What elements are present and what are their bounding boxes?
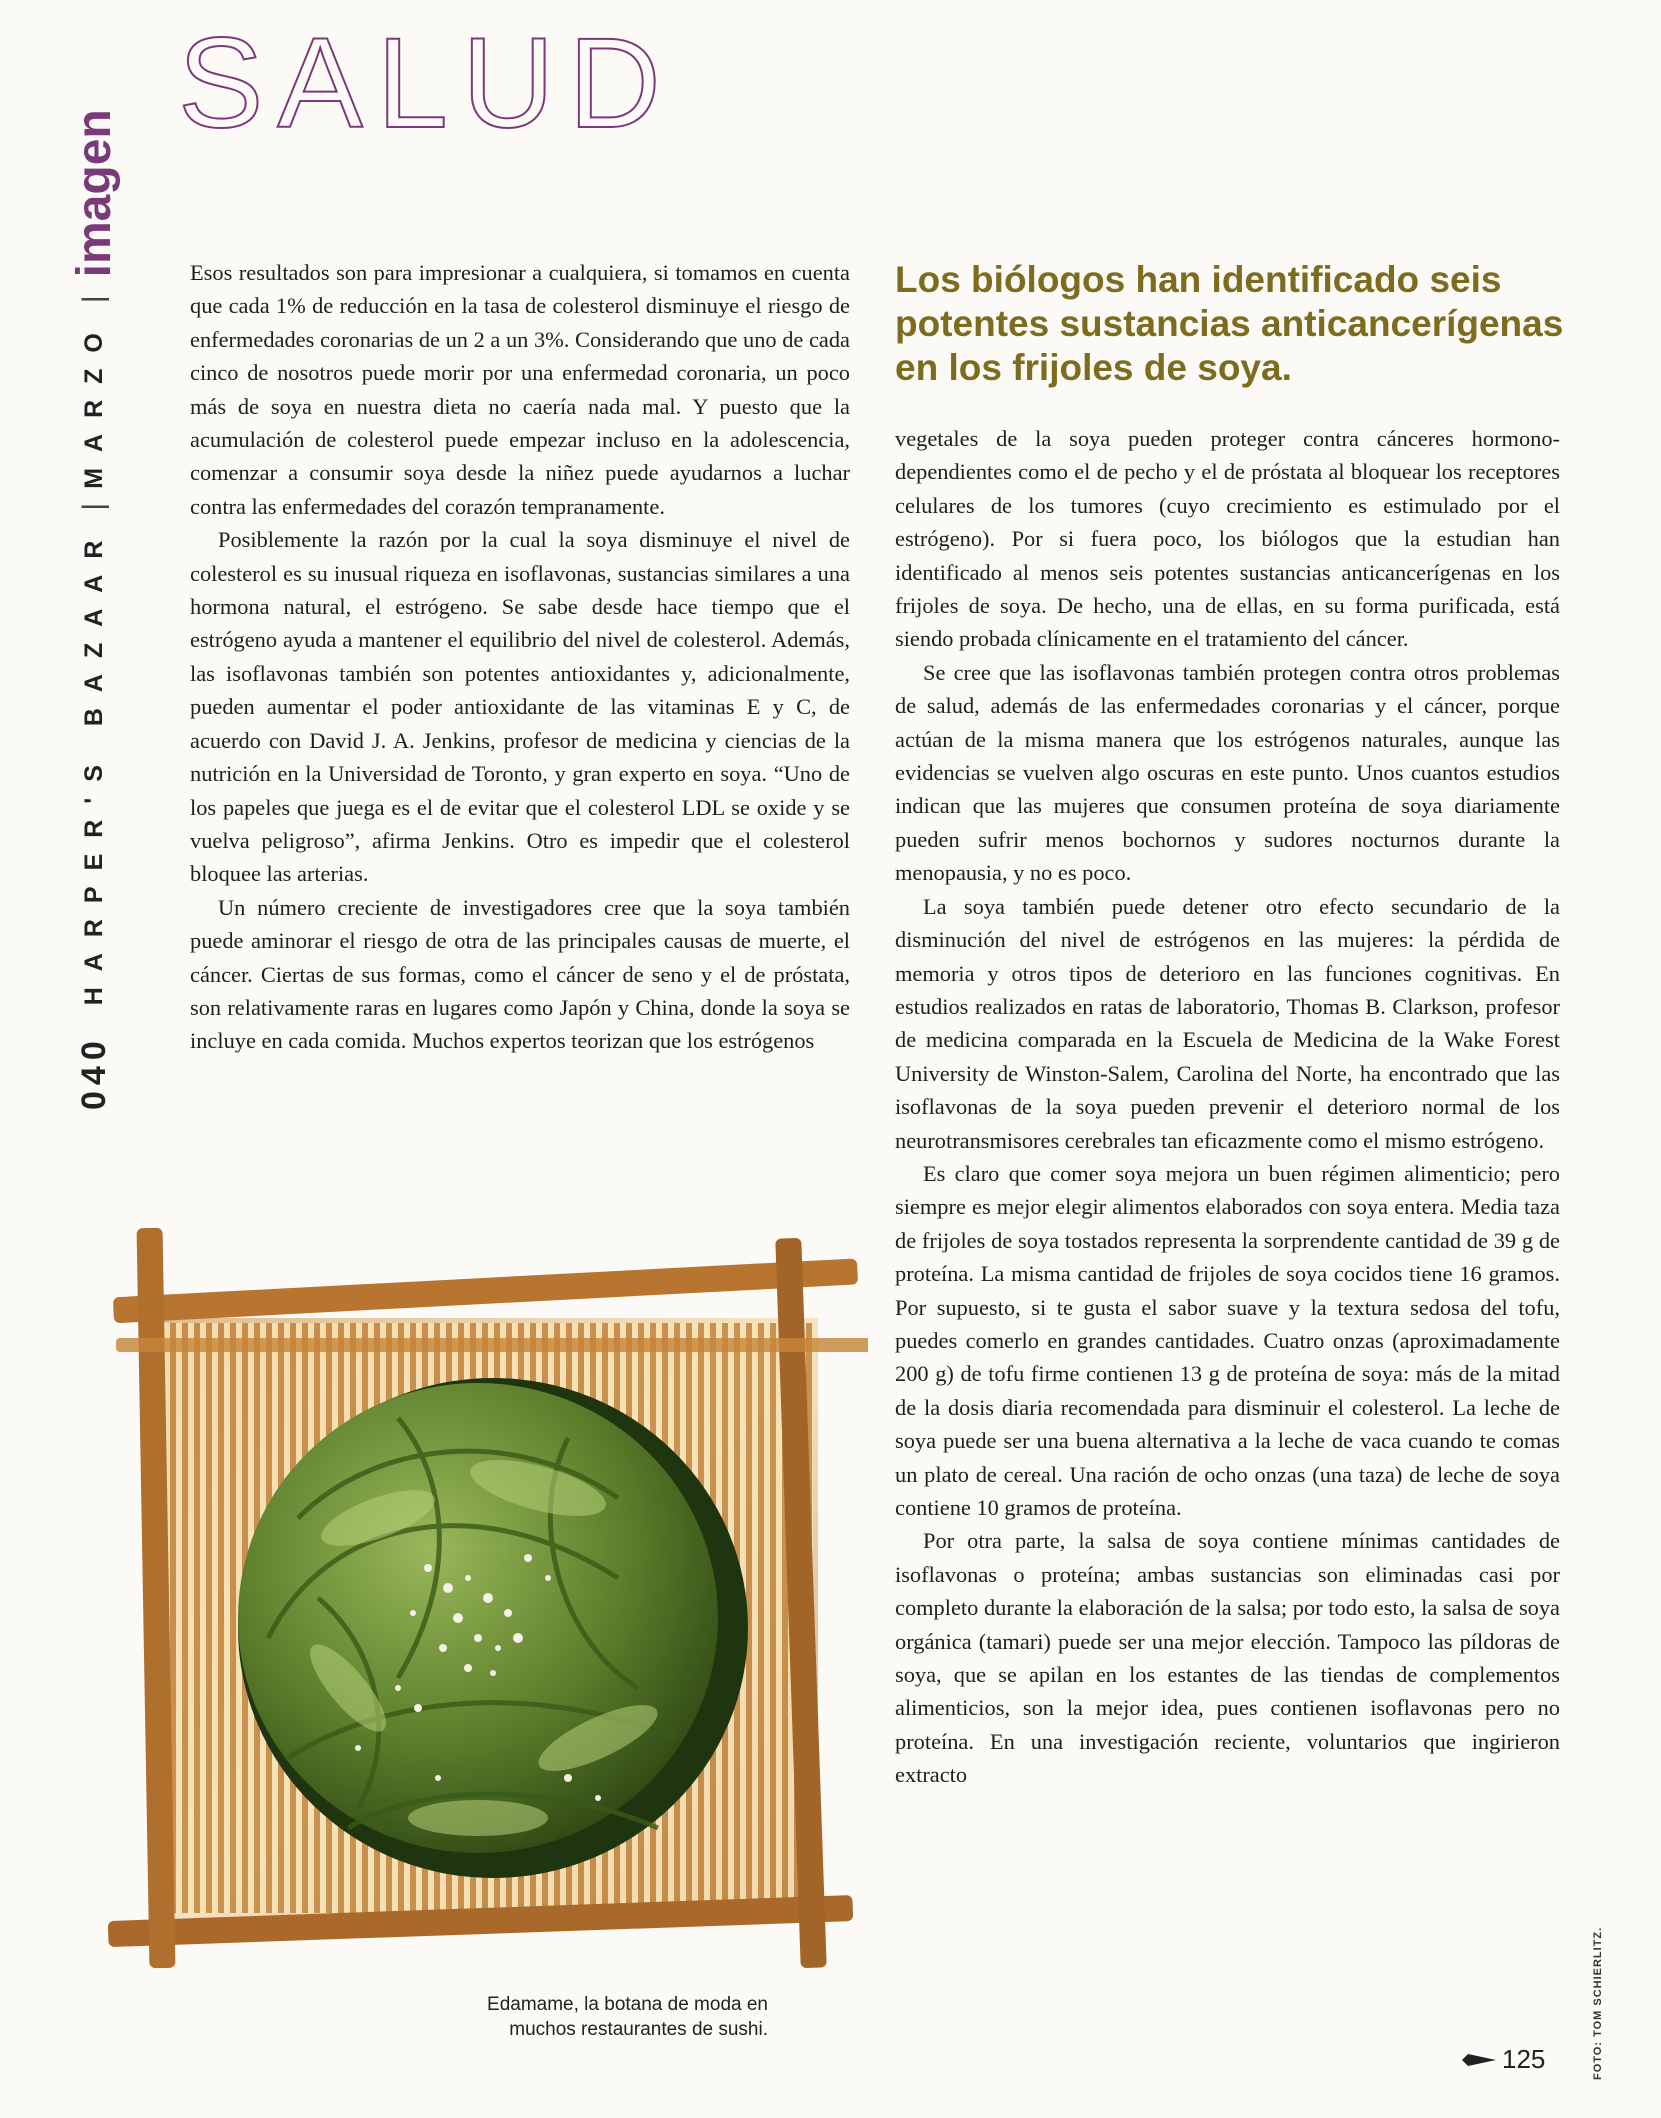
photo-credit: FOTO: TOM SCHIERLITZ. xyxy=(1592,1926,1604,2080)
page-spine xyxy=(64,110,124,1110)
right-column xyxy=(895,422,1560,1792)
edamame-photo xyxy=(98,1218,868,1978)
left-column xyxy=(190,256,850,1058)
paragraph: Se cree que las isoflavonas también protegen contra otros problemas de salud, además de las enfermedades coronarias y el cáncer, porque actúan de la misma manera que los estrógenos naturales, aunque las evidencias se vuelven algo oscuras en este punto. Unos cuantos estudios indican que las mujeres que consumen proteína de soya diariamente pueden sufrir menos bochornos y sudores nocturnos durante la menopausia, y no es poco. xyxy=(895,659,1560,886)
paragraph: Esos resultados son para impresionar a cualquiera, si tomamos en cuenta que cada 1% de reducción en la tasa de colesterol disminuye el riesgo de enfermedades coronarias de un 2 a un 3%. Considerando que uno de cada cinco de nosotros puede morir por una enfermedad coronaria, un poco más de soya en nuestra dieta no caería nada mal. Y puesto que la acumulación de colesterol puede empezar incluso en la adolescencia, comenzar a consumir soya desde la niñez puede ayudarnos a luchar contra las enfermedades del corazón tempranamente. xyxy=(190,260,850,519)
magazine-name: HARPER'S BAZAAR xyxy=(79,524,108,1006)
continued-page-number: 125 xyxy=(1502,2044,1546,2074)
paragraph: Por otra parte, la salsa de soya contiene mínimas cantidades de isoflavonas o proteína; ambas sustancias son eliminadas casi por completo durante la elaboración de la salsa; por todo esto, la salsa de soya orgánica (tamari) puede ser una mejor elección. Tampoco las píldoras de soya, que se apilan en los estantes de las tiendas de complementos alimenticios, son la mejor idea, pues contienen isoflavonas pero no proteína. En una investigación reciente, voluntarios que ingirieron extracto xyxy=(895,1528,1560,1788)
section-name: imagen xyxy=(67,109,121,278)
paragraph: Posiblemente la razón por la cual la soya disminuye el nivel de colesterol es su inusual riqueza en isoflavonas, sustancias similares a una hormona natural, el estrógeno. Se sabe desde hace tiempo que el estrógeno ayuda a mantener el equilibrio del nivel de colesterol. Además, las isoflavonas también son potentes antioxidantes y, adicionalmente, pueden aumentar el poder antioxidante de las vitaminas E y C, de acuerdo con David J. A. Jenkins, profesor de medicina y ciencias de la nutrición en la Universidad de Toronto, y gran experto en soya. “Uno de los papeles que juega es el de evitar que el colesterol LDL se oxide y se vuelva peligroso”, afirma Jenkins. Otro es impedir que el colesterol bloquee las arterias. xyxy=(190,527,850,887)
spine-divider: | xyxy=(77,502,110,511)
arrow-right-icon xyxy=(1462,2051,1496,2069)
page-number: 040 xyxy=(74,1035,113,1110)
issue-month: MARZO xyxy=(79,317,108,489)
photo-caption xyxy=(380,1992,768,2042)
pull-quote: Los biólogos han identificado seis potentes sustancias anticancerígenas en los frijoles de soya. xyxy=(895,259,1564,388)
caption-line: muchos restaurantes de sushi. xyxy=(509,2019,768,2040)
paragraph: Es claro que comer soya mejora un buen régimen alimenticio; pero siempre es mejor elegir alimentos elaborados con soya entera. Media taza de frijoles de soya tostados representa la sorprendente cantidad de 39 g de proteína. La misma cantidad de frijoles de soya cocidos tiene 16 gramos. Por supuesto, si te gusta el sabor suave y la textura sedosa del tofu, puedes comerlo en grandes cantidades. Cuatro onzas (aproximadamente 200 g) de tofu firme contienen 13 g de proteína de soya: más de la mitad de la dosis diaria recomendada para disminuir el colesterol. La leche de soya puede ser una buena alternativa a la leche de vaca cuando te comas un plato de cereal. Una ración de ocho onzas (una taza) de leche de soya contiene 10 gramos de proteína. xyxy=(895,1160,1560,1520)
caption-line: Edamame, la botana de moda en xyxy=(487,1994,768,2015)
section-title: SALUD xyxy=(178,12,675,155)
paragraph: vegetales de la soya pueden proteger contra cánceres hormono-dependientes como el de pecho y el de próstata al bloquear los receptores celulares de los tumores (cuyo crecimiento es estimulado por el estrógeno). Por si fuera poco, los biólogos que la estudian han identificado al menos seis potentes sustancias anticancerígenas en los frijoles de soya. De hecho, una de ellas, en su forma purificada, está siendo probada clínicamente en el tratamiento del cáncer. xyxy=(895,426,1560,652)
continued-on-page xyxy=(1462,2044,1545,2075)
spine-divider: | xyxy=(77,295,110,304)
paragraph: La soya también puede detener otro efecto secundario de la disminución del nivel de estrógenos en las mujeres: la pérdida de memoria y otros tipos de deterioro en las funciones cognitivas. En estudios realizados en ratas de laboratorio, Thomas B. Clarkson, profesor de medicina comparada en la Escuela de Medicina de la Wake Forest University de Winston-Salem, Carolina del Norte, ha encontrado que las isoflavonas de la soya pueden prevenir el deterioro normal de los neurotransmisores cerebrales tan eficazmente como el mismo estrógeno. xyxy=(895,893,1560,1153)
edamame-bowl xyxy=(238,1378,748,1878)
paragraph: Un número creciente de investigadores cree que la soya también puede aminorar el riesgo de otra de las principales causas de muerte, el cáncer. Ciertas de sus formas, como el cáncer de seno y el de próstata, son relativamente raras en lugares como Japón y China, donde la soya se incluye en cada comida. Muchos expertos teorizan que los estrógenos xyxy=(190,894,850,1054)
